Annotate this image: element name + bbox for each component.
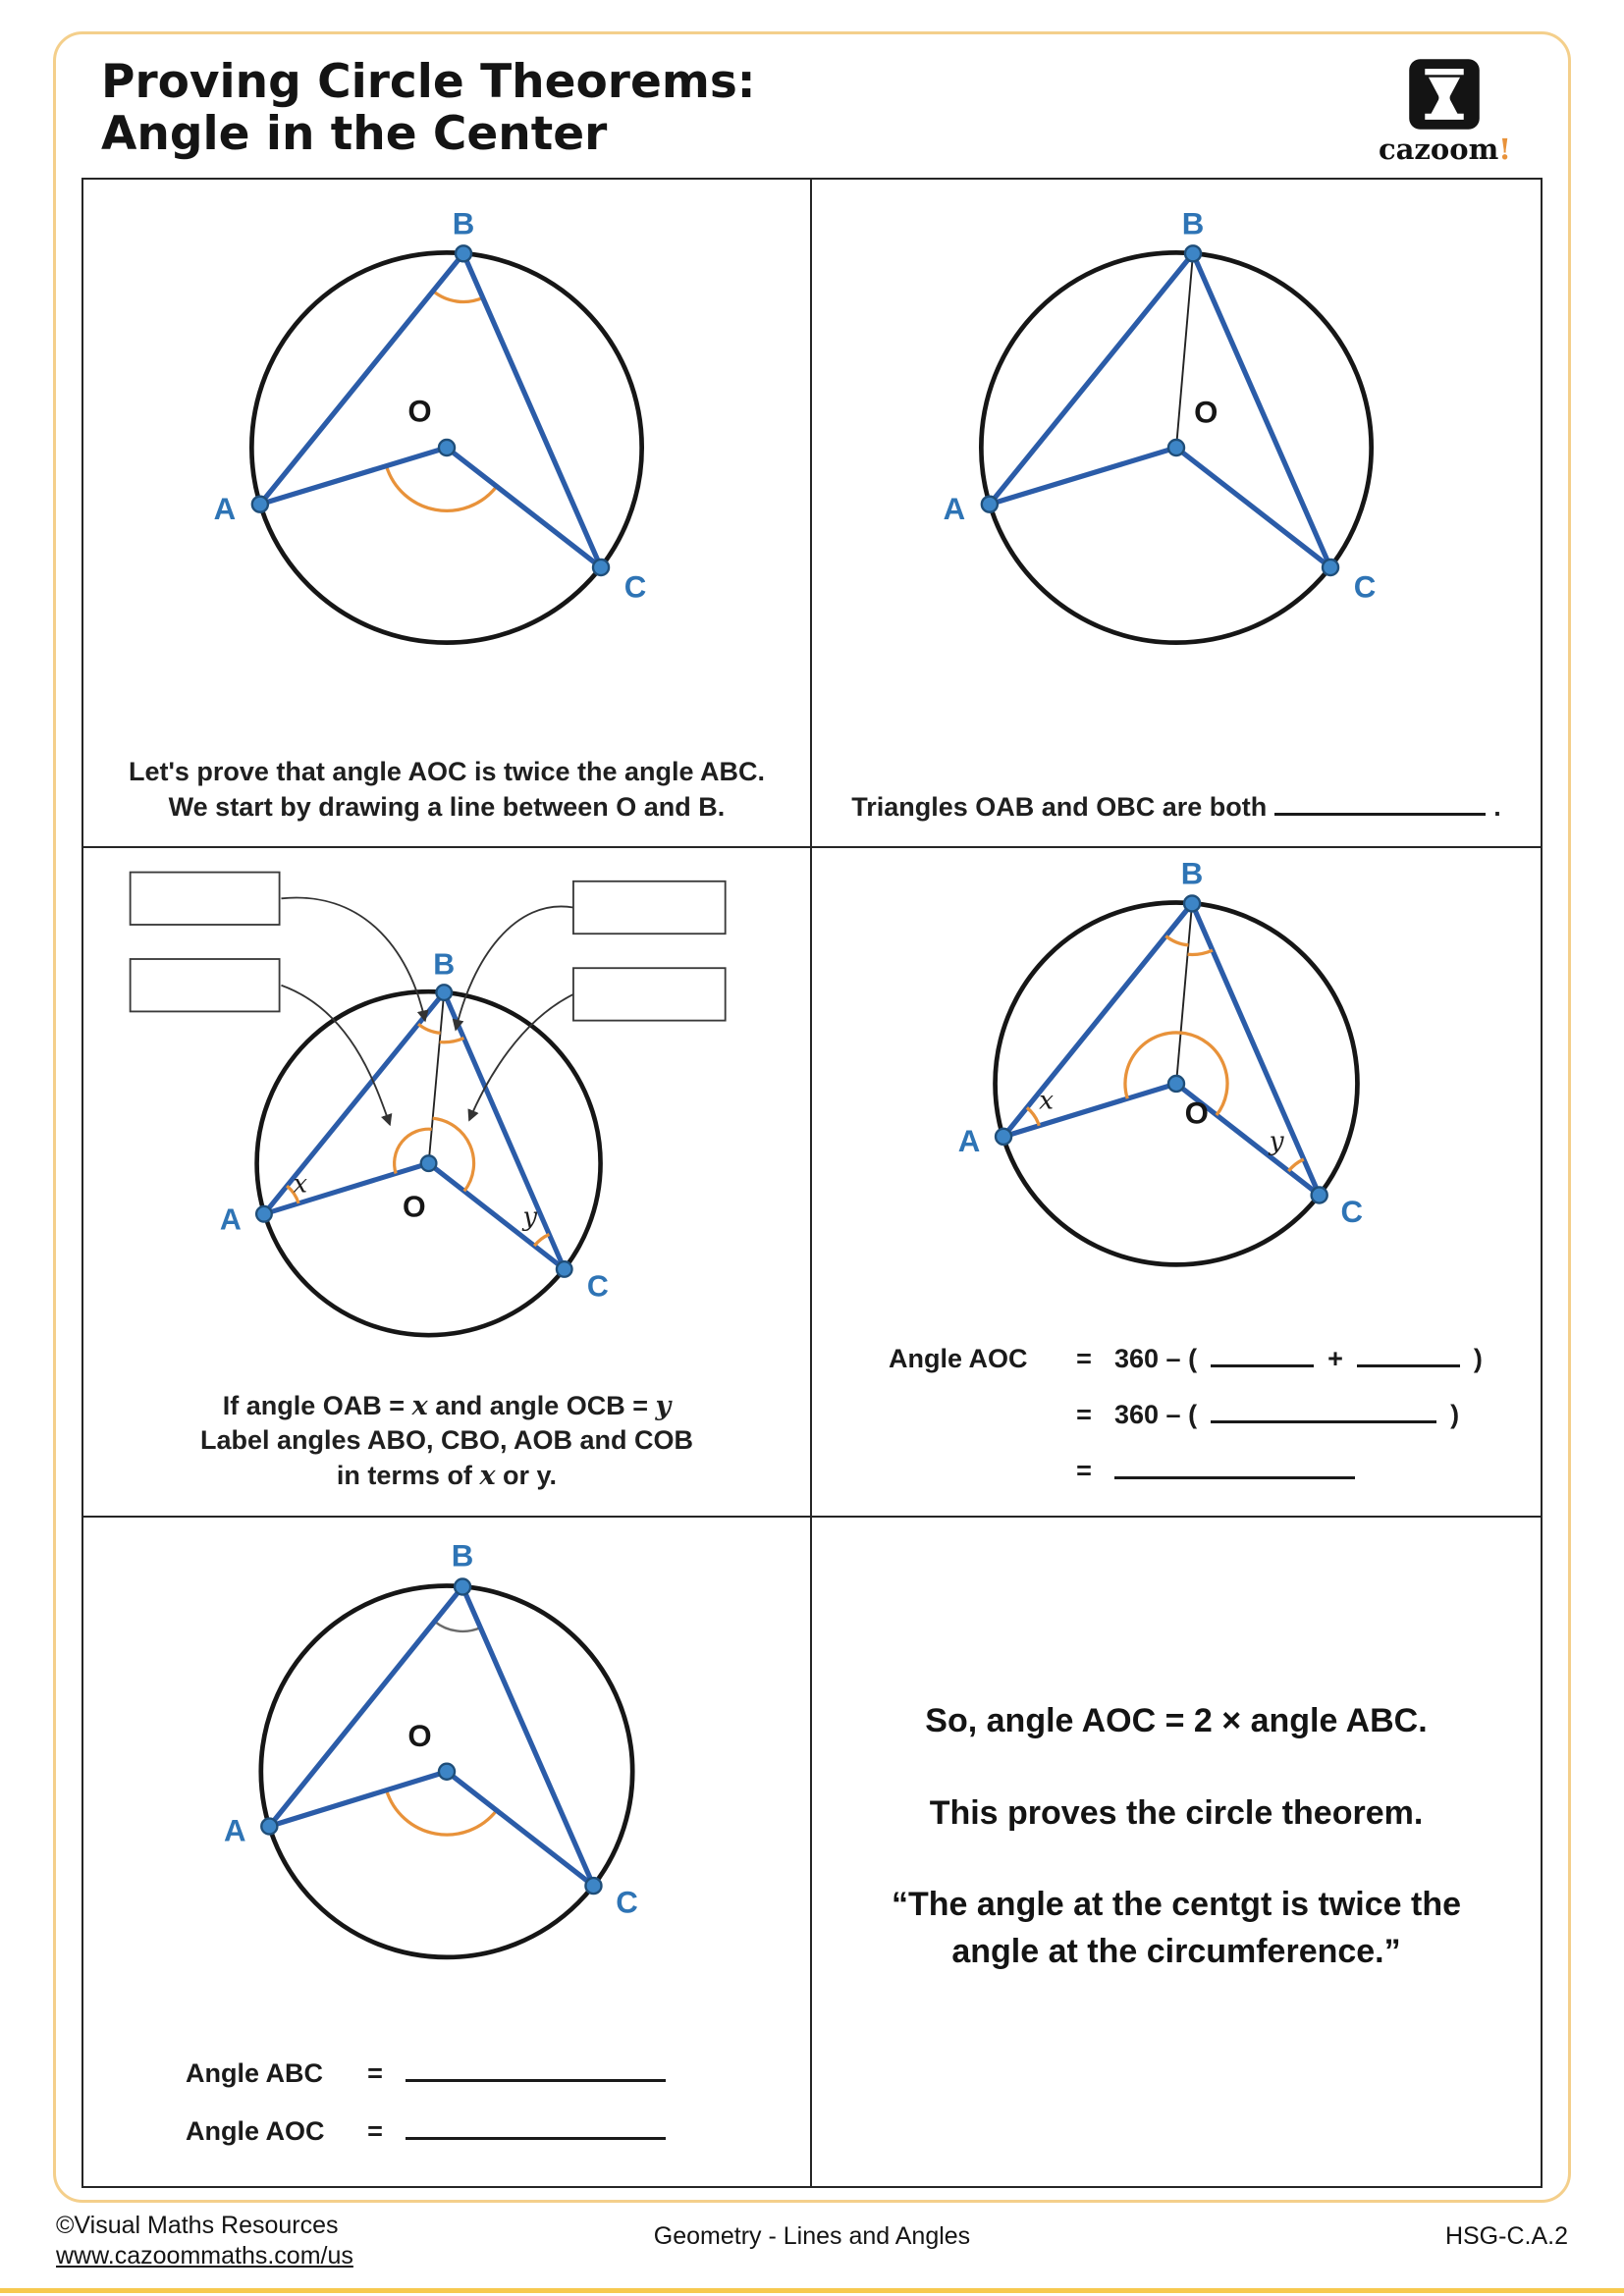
label-c: C: [1340, 1195, 1364, 1230]
point-o: [421, 1156, 437, 1172]
equation-label: Angle AOC: [889, 1343, 1028, 1373]
label-a: A: [943, 491, 966, 526]
panel2-caption: [851, 790, 1501, 847]
equals-sign: =: [367, 2115, 383, 2146]
var-x: x: [479, 1461, 496, 1492]
cazoom-logo-icon: [1408, 58, 1481, 131]
var-y: y: [655, 1390, 672, 1421]
point-c: [1312, 1188, 1327, 1203]
panel4-equations: [889, 1344, 1483, 1516]
panel-5: [83, 1518, 812, 2186]
logo-bottom-bar: [1426, 114, 1464, 120]
equals-sign: =: [1076, 1399, 1092, 1429]
logo-exclaim: !: [1498, 133, 1511, 166]
panel2-caption-text: Triangles OAB and OBC are both: [851, 791, 1268, 822]
angle-abc-arc: [433, 292, 483, 302]
quote-line-2: angle at the circumference.”: [951, 1932, 1401, 1970]
panel3-caption: [200, 1389, 693, 1516]
equation-text: 360 – (: [1114, 1399, 1198, 1429]
panel1-diagram: [103, 187, 790, 708]
worksheet-header: [56, 34, 1568, 166]
panel2-diagram: [833, 187, 1520, 708]
point-b: [456, 245, 471, 261]
point-c: [593, 560, 609, 575]
answer-box-abo: [131, 873, 280, 925]
cazoom-logo: [1379, 58, 1511, 166]
point-a: [996, 1129, 1011, 1145]
answer-box-cob: [573, 969, 726, 1021]
point-c: [557, 1261, 572, 1277]
var-x: x: [411, 1390, 428, 1421]
label-c: C: [616, 1885, 638, 1920]
panel6-conclusion: [846, 1518, 1506, 2186]
answer-box-aob: [131, 959, 280, 1011]
answer-label: Angle ABC: [186, 2057, 323, 2088]
point-a: [982, 497, 998, 512]
label-c: C: [1353, 569, 1377, 605]
equation-row-2: [889, 1400, 1483, 1430]
label-o: O: [407, 394, 432, 429]
label-x: x: [1039, 1085, 1055, 1116]
point-b: [436, 986, 452, 1001]
cazoom-url-link[interactable]: www.cazoommaths.com/us: [56, 2242, 353, 2270]
quote-line-1: “The angle at the centgt is twice the: [892, 1886, 1461, 1924]
radii-ao-oc: [269, 1771, 593, 1885]
panel5-answers: [186, 2058, 666, 2186]
equation-row-1: [889, 1344, 1483, 1374]
panel-6: [812, 1518, 1541, 2186]
bottom-accent-bar: [0, 2288, 1624, 2293]
point-o: [1168, 440, 1184, 455]
caption-text: If angle OAB =: [222, 1390, 412, 1420]
point-b: [455, 1578, 470, 1594]
chords-ab-bc: [990, 253, 1330, 567]
equation-row-3: [889, 1456, 1483, 1486]
point-c: [585, 1878, 601, 1894]
worksheet-grid: [81, 178, 1543, 2188]
label-a: A: [224, 1813, 246, 1848]
equation-text: 360 – (: [1114, 1343, 1198, 1373]
answer-blank: [1357, 1364, 1460, 1367]
line-bo: [429, 992, 445, 1163]
arrow-to-angle-cob: [469, 994, 573, 1120]
point-o: [439, 440, 455, 455]
answer-box-cbo: [573, 881, 726, 934]
label-y: y: [522, 1202, 538, 1233]
answer-row-abc: [186, 2058, 666, 2089]
panel1-caption-line1: Let's prove that angle AOC is twice the angle ABC.: [128, 757, 766, 787]
label-b: B: [1181, 206, 1205, 241]
label-b: B: [451, 1538, 474, 1574]
equals-sign: =: [1076, 1343, 1092, 1373]
label-y: y: [1269, 1126, 1284, 1157]
panel-2: [812, 180, 1541, 848]
cazoom-logo-text: [1379, 133, 1511, 166]
point-a: [256, 1206, 272, 1222]
label-c: C: [623, 569, 647, 605]
label-a: A: [219, 1202, 242, 1237]
chord-lines: [990, 253, 1330, 567]
panel5-diagram: [103, 1525, 790, 2008]
answer-blank: [1274, 813, 1486, 816]
answer-blank: [406, 2137, 666, 2140]
footer-standard-code: HSG-C.A.2: [1444, 2222, 1568, 2250]
angle-abo-arc: [418, 1025, 440, 1034]
angle-abc-arc: [435, 1621, 481, 1630]
angle-x-arc: [1027, 1108, 1039, 1126]
copyright-text: ©Visual Maths Resources: [56, 2212, 339, 2239]
answer-blank: [1211, 1364, 1314, 1367]
page-title-line-1: Proving Circle Theorems:: [101, 55, 756, 109]
panel1-caption-line2: We start by drawing a line between O and B.: [168, 791, 726, 822]
point-b: [1184, 896, 1200, 912]
caption-text: and angle OCB =: [427, 1390, 656, 1420]
label-a: A: [213, 491, 237, 526]
point-o: [1168, 1076, 1184, 1092]
panel4-diagram: [833, 856, 1520, 1293]
label-b: B: [452, 206, 475, 241]
label-o: O: [407, 1718, 432, 1753]
conclusion-line-1: So, angle AOC = 2 × angle ABC.: [925, 1702, 1428, 1740]
plus-sign: +: [1327, 1343, 1343, 1373]
footer-subject: Geometry - Lines and Angles: [653, 2222, 971, 2250]
logo-top-bar: [1426, 69, 1464, 75]
label-o: O: [1194, 395, 1218, 430]
footer-left: [56, 2211, 560, 2272]
label-b: B: [1180, 856, 1204, 891]
line-bo: [1176, 253, 1193, 448]
equation-text: ): [1473, 1343, 1483, 1373]
line-bo: [1176, 904, 1192, 1085]
panel3-caption-line2: Label angles ABO, CBO, AOB and COB: [199, 1425, 694, 1456]
panel3-caption-line3: [200, 1459, 693, 1494]
answer-blank: [1211, 1420, 1436, 1423]
label-o: O: [1184, 1095, 1209, 1131]
theorem-quote: [892, 1882, 1461, 1975]
worksheet-frame: [53, 31, 1571, 2203]
logo-brand: cazoom: [1378, 133, 1499, 166]
caption-text: in terms of: [336, 1461, 480, 1491]
panel-4: [812, 848, 1541, 1517]
point-a: [261, 1818, 277, 1834]
point-a: [252, 497, 268, 512]
angle-abo-arc: [1165, 936, 1188, 945]
answer-blank: [406, 2079, 666, 2082]
angle-y-arc: [1288, 1159, 1303, 1171]
caption-text: or y.: [495, 1461, 558, 1491]
label-b: B: [433, 947, 456, 982]
equation-text: ): [1450, 1399, 1460, 1429]
equals-sign: =: [1076, 1455, 1092, 1485]
panel3-caption-line1: [200, 1389, 693, 1424]
page-footer: [56, 2211, 1568, 2272]
arrow-to-angle-cbo: [456, 907, 573, 1030]
answer-blank: [1114, 1476, 1355, 1479]
angle-obc-arc: [440, 1039, 464, 1042]
panel-3: [83, 848, 812, 1517]
panel2-caption-period: .: [1493, 791, 1501, 822]
answer-row-aoc: [186, 2116, 666, 2147]
label-a: A: [957, 1124, 981, 1159]
conclusion-line-2: This proves the circle theorem.: [929, 1793, 1424, 1832]
page-title: [101, 56, 756, 160]
label-o: O: [403, 1190, 426, 1224]
angle-obc-arc: [1188, 950, 1213, 954]
label-x: x: [293, 1169, 308, 1200]
panel3-diagram: [103, 856, 790, 1371]
panel-1: [83, 180, 812, 848]
answer-label: Angle AOC: [186, 2115, 325, 2146]
panel1-caption: [129, 755, 765, 846]
radii-ao-oc: [990, 448, 1330, 567]
point-c: [1323, 560, 1338, 575]
equals-sign: =: [367, 2057, 383, 2088]
angle-ocb-arc: [534, 1235, 549, 1247]
point-b: [1185, 245, 1201, 261]
label-c: C: [586, 1269, 609, 1304]
arrow-to-angle-abo: [281, 898, 424, 1021]
page-title-line-2: Angle in the Center: [101, 107, 608, 162]
point-o: [439, 1763, 455, 1779]
